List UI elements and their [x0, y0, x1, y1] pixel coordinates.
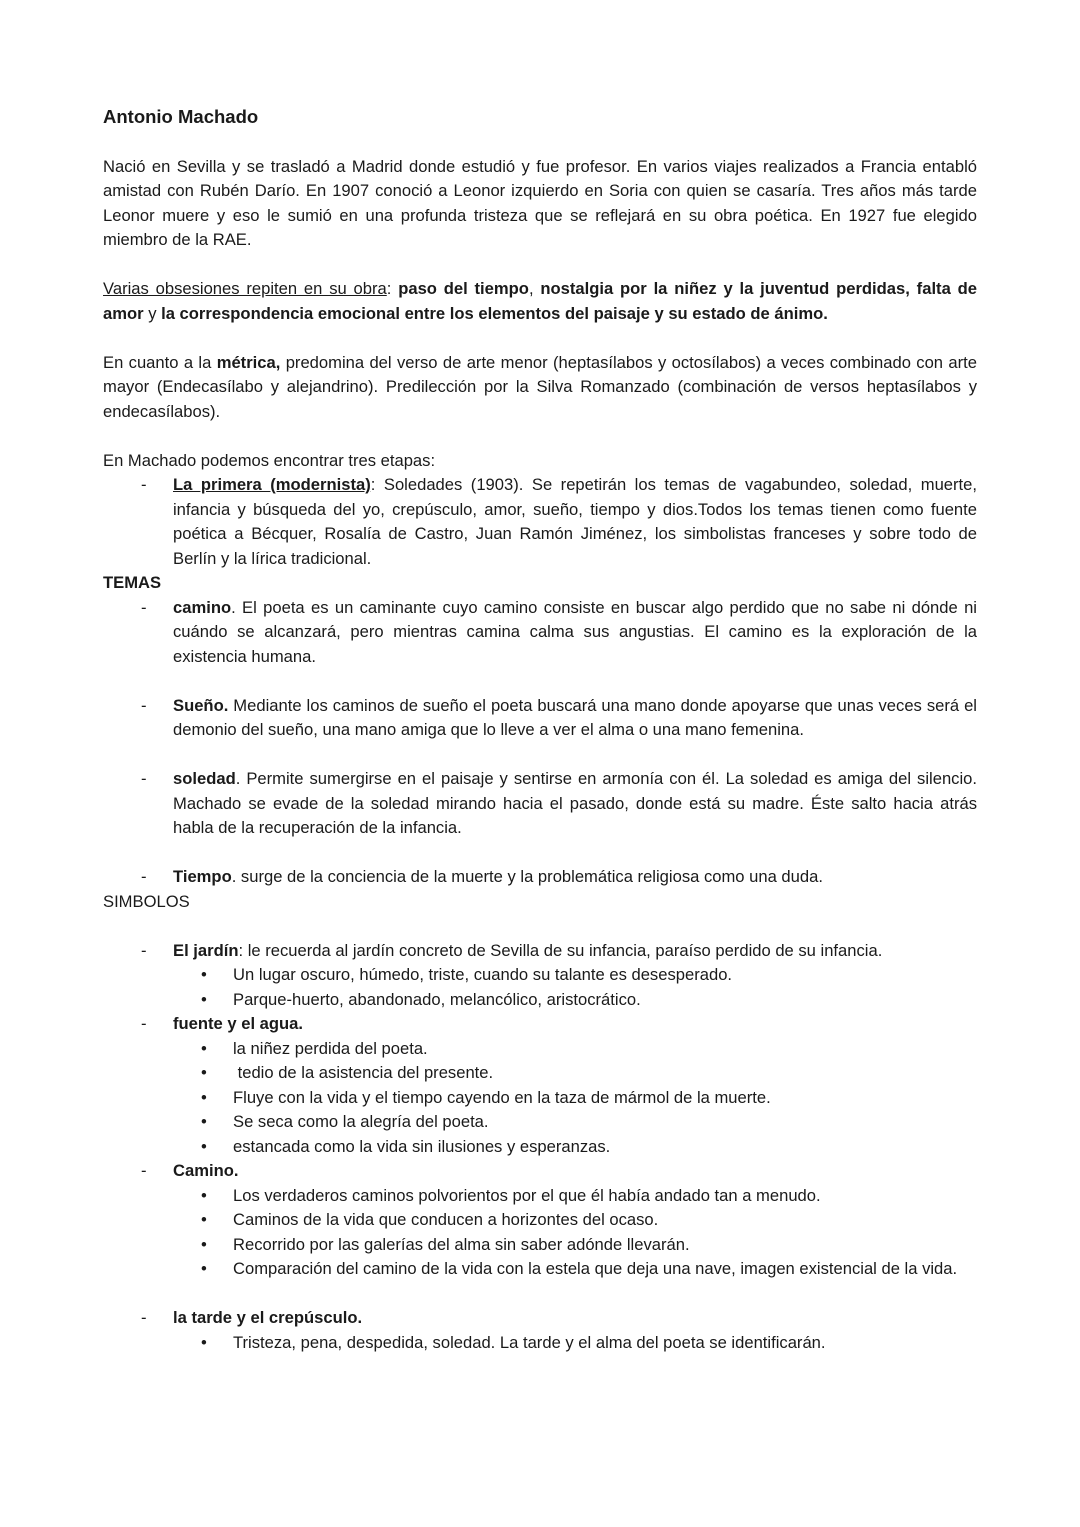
bullet-icon: •	[201, 1210, 207, 1229]
simbolo-term: la tarde y el crepúsculo.	[173, 1308, 363, 1327]
stages-intro: En Machado podemos encontrar tres etapas:	[103, 450, 436, 470]
obsessions-lead: Varias obsesiones repiten en su obra	[103, 279, 387, 298]
tema-item: - Sueño. Mediante los caminos de sueño el poeta buscará una mano donde apoyarse que unas veces será el demonio del sueño, una mano amiga que lo lleve a ver el alma o una mano femenina.	[141, 695, 977, 739]
simbolo-bullet: • Comparación del camino de la vida con la estela que deja una nave, imagen existencial de la vida.	[103, 1257, 977, 1282]
obsession-time: paso del tiempo	[398, 279, 529, 298]
tema-term: Sueño.	[173, 695, 229, 715]
simbolo-bullet: • estancada como la vida sin ilusiones y esperanzas.	[103, 1135, 977, 1160]
simbolo-bullet: • Fluye con la vida y el tiempo cayendo en la taza de mármol de la muerte.	[103, 1086, 977, 1111]
simbolo-bullet: • Un lugar oscuro, húmedo, triste, cuando su talante es desesperado.	[103, 963, 977, 988]
simbolo-bullet: • Tristeza, pena, despedida, soledad. La tarde y el alma del poeta se identificarán.	[103, 1331, 977, 1356]
simbolo-term: fuente y el agua.	[173, 1014, 304, 1033]
bullet-icon: •	[201, 1185, 207, 1205]
simbolos-heading: SIMBOLOS	[103, 891, 190, 911]
bullet-icon: •	[201, 1136, 207, 1156]
temas-heading: TEMAS	[103, 573, 162, 592]
bullet-icon: •	[201, 1332, 207, 1352]
simbolo-term: Camino.	[173, 1161, 239, 1180]
bullet-icon: •	[201, 1234, 207, 1254]
simbolo-bullet: • Recorrido por las galerías del alma sin saber adónde llevarán.	[103, 1233, 977, 1258]
simbolo-bullet: • la niñez perdida del poeta.	[103, 1037, 977, 1062]
stage-first: - La primera (modernista): Soledades (1903). Se repetirán los temas de vagabundeo, soledad, muerte, infancia y búsqueda del yo, crepúsculo, amor, sueño, tiempo y dios.Todos los temas tienen como fuente poética a Bécquer, Rosalía de Castro, Juan Ramón Jiménez, los simbolistas franceses y sobre todo de Berlín y la lírica tradicional.	[141, 475, 977, 568]
tema-term: Tiempo	[173, 867, 232, 886]
tema-item: - camino. El poeta es un caminante cuyo camino consiste en buscar algo perdido que no sabe ni dónde ni cuándo se alcanzará, pero mientras camina calma sus angustias. El camino es la exploración de la existencia humana.	[141, 597, 977, 666]
bullet-icon: •	[201, 965, 207, 984]
obsession-landscape: la correspondencia emocional entre los elementos del paisaje y su estado de ánimo.	[161, 303, 828, 323]
bullet-icon: •	[201, 1038, 207, 1058]
bullet-icon: •	[201, 989, 207, 1009]
stage-first-label: La primera (modernista)	[173, 475, 371, 494]
simbolo-bullet: • Los verdaderos caminos polvorientos por el que él había andado tan a menudo.	[103, 1184, 977, 1209]
simbolo-term: El jardín	[173, 940, 239, 960]
simbolo-bullet: • Se seca como la alegría del poeta.	[103, 1110, 977, 1135]
simbolo-bullet: • Caminos de la vida que conducen a horizontes del ocaso.	[103, 1208, 977, 1233]
obsession-nostalgia: nostalgia por la niñez y la juventud perdidas, falta de amor	[103, 279, 977, 323]
simbolo-item: - la tarde y el crepúsculo.	[141, 1308, 363, 1327]
tema-item: - soledad. Permite sumergirse en el paisaje y sentirse en armonía con él. La soledad es amiga del silencio. Machado se evade de la soledad mirando hacia el pasado, donde está su madre. Éste salto hacia atrás habla de la recuperación de la infancia.	[141, 769, 977, 837]
metrics-paragraph: En cuanto a la métrica, predomina del verso de arte menor (heptasílabos y octosílabos) a veces combinado con arte mayor (Endecasílabo y alejandrino). Predilección por la Silva Romanzado (combinación de versos heptasílabos y endecasílabos).	[103, 352, 977, 421]
document-content	[103, 104, 977, 1355]
simbolo-item: - fuente y el agua.	[141, 1014, 304, 1033]
bullet-icon: •	[201, 1259, 207, 1278]
tema-item: - Tiempo. surge de la conciencia de la muerte y la problemática religiosa como una duda.	[141, 867, 823, 886]
biography-paragraph: Nació en Sevilla y se trasladó a Madrid donde estudió y fue profesor. En varios viajes realizados a Francia entabló amistad con Rubén Darío. En 1907 conoció a Leonor izquierdo en Soria con quien se casaría. Tres años más tarde Leonor muere y eso le sumió en una profunda tristeza que se reflejará en su obra poética. En 1927 fue elegido miembro de la RAE.	[103, 156, 977, 249]
bullet-icon: •	[201, 1063, 207, 1082]
simbolo-item: - Camino.	[141, 1161, 239, 1180]
tema-term: soledad	[173, 769, 236, 788]
page-title: Antonio Machado	[103, 106, 259, 127]
obsessions-paragraph: Varias obsesiones repiten en su obra: paso del tiempo, nostalgia por la niñez y la juventud perdidas, falta de amor y la correspondencia emocional entre los elementos del paisaje y su estado de ánimo.	[103, 279, 977, 323]
metrics-term: métrica,	[216, 352, 281, 372]
tema-term: camino	[173, 597, 232, 617]
bullet-icon: •	[201, 1112, 207, 1131]
simbolo-bullet: • tedio de la asistencia del presente.	[103, 1061, 977, 1086]
dash-marker: -	[141, 475, 147, 494]
bullet-icon: •	[201, 1087, 207, 1107]
simbolo-bullet: • Parque-huerto, abandonado, melancólico, aristocrático.	[103, 988, 977, 1013]
simbolo-item: - El jardín: le recuerda al jardín concreto de Sevilla de su infancia, paraíso perdido de su infancia.	[141, 940, 883, 960]
